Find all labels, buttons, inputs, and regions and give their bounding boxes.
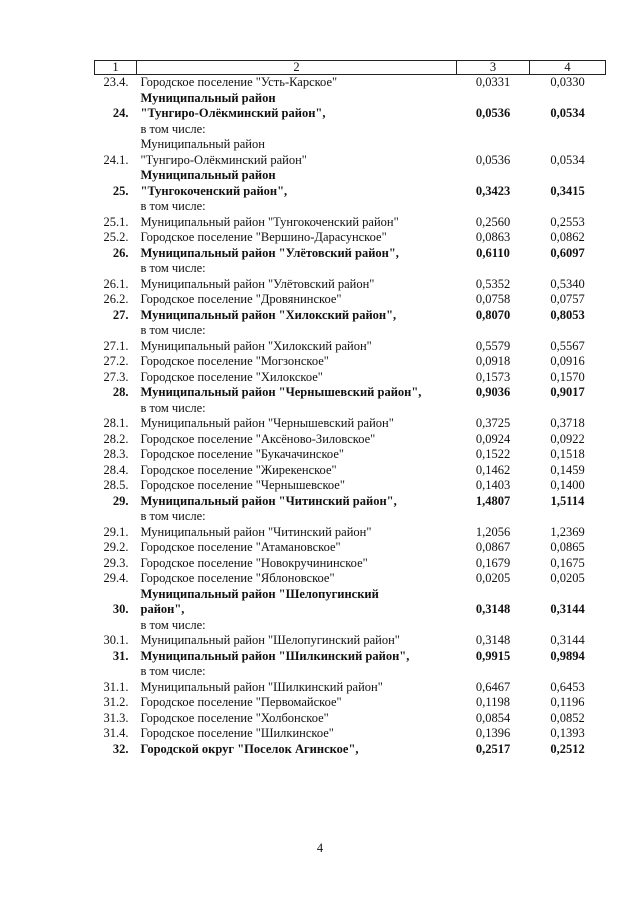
row-number: 24.1. [103,152,129,167]
row-value-col4: 0,0534 [550,152,585,167]
row-value-col4: 0,1675 [550,555,585,570]
row-name-text: Городское поселение "Могзонское" [140,354,329,368]
row-value-col4: 0,6453 [550,679,585,694]
row-name-text: Городское поселение "Атамановское" [140,540,341,554]
row-number: 24. [112,106,129,120]
row-value-col3: 0,0863 [475,230,511,244]
row-number: 28.1. [103,416,129,430]
row-name [137,168,457,215]
row-value-col3: 0,6110 [476,245,510,260]
row-value-col4: 0,2553 [550,214,585,229]
table-row [95,385,606,416]
row-name [137,695,457,711]
row-value-col4: 0,8053 [550,307,585,322]
row-value-col3: 0,0758 [475,292,511,306]
table-row [95,726,606,742]
row-value-col4: 0,1400 [550,478,585,492]
row-name-text: Муниципальный район "Тунгиро-Олёкминский район" [140,137,307,167]
row-name-text: Муниципальный район "Чернышевский район", [140,385,422,399]
row-name [137,726,457,742]
row-name-text: Городское поселение "Жирекенское" [140,462,337,477]
row-number: 31. [112,648,129,663]
row-number: 28.4. [103,462,129,477]
row-name-text: Муниципальный район "Читинский район" [140,524,372,539]
row-value-col4: 1,2369 [550,524,585,539]
row-number: 27.2. [103,354,129,368]
row-value-col4: 0,9894 [550,648,585,663]
row-name [137,540,457,556]
row-name-text: Муниципальный район "Тунгиро-Олёкминский район", [140,90,326,120]
row-value-col4: 0,5567 [550,338,585,353]
table-header [95,61,606,75]
row-name-text: Городское поселение "Усть-Карское" [140,75,338,89]
row-name [137,649,457,680]
row-number: 26.2. [103,292,129,306]
row-value-col3: 0,2517 [475,741,511,756]
row-name-text: Муниципальный район "Читинский район", [140,493,397,508]
row-number: 28.5. [103,478,129,492]
row-value-col4: 0,5340 [550,276,585,291]
row-name-text: Городское поселение "Чернышевское" [140,478,345,492]
table-row [95,277,606,293]
row-name-text: Муниципальный район "Шелопугинский район" [140,633,400,647]
row-number: 29. [112,493,129,508]
row-name [137,292,457,308]
row-name-text: Городское поселение "Новокручининское" [140,555,368,570]
row-name [137,587,457,634]
row-number: 25.2. [103,230,129,244]
row-value-col4: 0,2512 [550,741,585,756]
row-name [137,246,457,277]
row-name [137,711,457,727]
row-name [137,432,457,448]
row-number: 31.2. [103,695,129,709]
row-value-col4: 0,1459 [550,462,585,477]
table-row [95,215,606,231]
table-row [95,354,606,370]
row-number: 30.1. [103,633,129,647]
row-value-col3: 0,3148 [475,602,511,616]
row-number: 27.3. [103,369,129,384]
allocation-table [94,60,606,757]
row-value-col4: 0,3415 [550,183,585,198]
row-value-col3: 0,0205 [475,571,511,585]
row-number: 25. [112,183,129,198]
row-value-col4: 1,5114 [550,493,585,508]
row-value-col4: 0,1518 [550,447,585,461]
row-number: 28. [112,385,129,399]
row-value-col3: 0,9036 [475,385,511,399]
row-number: 27. [112,307,129,322]
row-name-text: Городское поселение "Дровянинское" [140,292,342,306]
header-col-4: 4 [530,61,606,75]
row-name-text: Городское поселение "Вершино-Дарасунское" [140,230,387,244]
row-name [137,354,457,370]
row-value-col4: 0,3718 [550,416,585,430]
row-value-col3: 0,0867 [475,540,511,554]
row-value-col4: 0,0534 [550,106,585,120]
row-name-text: Муниципальный район "Шилкинский район" [140,679,383,694]
row-name-text: Городской округ "Поселок Агинское", [140,741,359,756]
row-name-text: Муниципальный район "Хилокский район", [140,307,397,322]
row-value-col3: 0,5579 [475,338,511,353]
table-row [95,75,606,91]
row-value-col4: 0,0865 [550,540,585,554]
row-name [137,277,457,293]
row-name-text: Муниципальный район "Тунгокоченский район" [140,214,399,229]
row-name [137,339,457,355]
row-number: 31.1. [103,679,129,694]
row-value-col4: 0,6097 [550,245,585,260]
row-number: 30. [112,602,129,616]
table-row [95,695,606,711]
row-value-col3: 0,2560 [475,214,511,229]
row-value-col4: 0,0757 [550,292,585,306]
row-number: 28.3. [103,447,129,461]
row-name [137,385,457,416]
table-row [95,742,606,758]
row-number: 26. [112,245,129,260]
row-value-col3: 0,0854 [475,710,511,725]
table-row [95,633,606,649]
row-value-col3: 0,0536 [475,152,511,167]
row-value-col3: 0,1679 [475,555,511,570]
row-number: 27.1. [103,338,129,353]
row-value-col4: 0,3144 [550,602,585,616]
row-name-text: Муниципальный район "Шилкинский район", [140,648,410,663]
row-subtitle: в том числе: [140,323,206,337]
row-subtitle: в том числе: [140,617,206,632]
row-name [137,137,457,168]
row-name-text: Муниципальный район "Тунгокоченский район", [140,168,288,198]
row-name-text: Городское поселение "Хилокское" [140,369,323,384]
row-value-col3: 0,0918 [475,354,511,368]
row-subtitle: в том числе: [140,199,206,213]
table-row [95,680,606,696]
row-value-col4: 0,9017 [550,385,585,399]
row-name-text: Муниципальный район "Хилокский район" [140,338,372,353]
row-name [137,478,457,494]
row-name [137,447,457,463]
table-row [95,525,606,541]
row-subtitle: в том числе: [140,664,206,678]
header-col-2: 2 [137,61,457,75]
row-value-col3: 0,6467 [475,679,511,694]
table-row [95,91,606,138]
table-row [95,478,606,494]
row-value-col3: 0,8070 [475,307,511,322]
row-name [137,525,457,541]
table-row [95,168,606,215]
row-number: 25.1. [103,214,129,229]
row-number: 23.4. [103,75,129,89]
table-row [95,246,606,277]
row-subtitle: в том числе: [140,121,206,136]
row-value-col4: 0,3144 [550,633,585,647]
row-name-text: Муниципальный район "Улётовский район", [140,245,399,260]
row-subtitle: в том числе: [140,400,206,415]
row-value-col3: 0,5352 [475,276,511,291]
row-value-col4: 0,0916 [550,354,585,368]
row-value-col4: 0,0862 [550,230,585,244]
row-name-text: Муниципальный район "Улётовский район" [140,276,375,291]
row-name-text: Городское поселение "Холбонское" [140,710,329,725]
row-value-col3: 0,0924 [475,431,511,446]
row-name-text: Муниципальный район "Шелопугинский район", [140,586,379,616]
row-value-col3: 0,9915 [475,648,511,663]
row-value-col3: 1,4807 [475,493,511,508]
header-col-1: 1 [95,61,137,75]
row-number: 29.1. [103,524,129,539]
row-name [137,91,457,138]
table-row [95,587,606,634]
row-number: 31.4. [103,726,129,740]
header-col-3: 3 [457,61,530,75]
row-name [137,308,457,339]
row-value-col4: 0,1393 [550,726,585,740]
row-name [137,633,457,649]
row-subtitle: в том числе: [140,509,206,523]
row-name [137,463,457,479]
row-number: 26.1. [103,276,129,291]
table-row [95,571,606,587]
row-name [137,416,457,432]
row-number: 28.2. [103,431,129,446]
row-value-col3: 0,3148 [475,633,511,647]
table-row [95,494,606,525]
row-name [137,571,457,587]
row-name [137,742,457,758]
row-name-text: Городское поселение "Букачачинское" [140,447,344,461]
row-value-col3: 0,0331 [475,75,511,89]
row-name [137,556,457,572]
row-value-col4: 0,1196 [550,695,585,709]
row-name [137,75,457,91]
row-number: 29.2. [103,540,129,554]
row-value-col3: 1,2056 [475,524,511,539]
row-name-text: Городское поселение "Аксёново-Зиловское" [140,431,376,446]
row-name-text: Городское поселение "Шилкинское" [140,726,334,740]
row-name-text: Городское поселение "Яблоновское" [140,571,335,585]
row-value-col4: 0,1570 [550,369,585,384]
row-name-text: Муниципальный район "Чернышевский район" [140,416,394,430]
row-value-col3: 0,1403 [475,478,511,492]
table-row [95,137,606,168]
row-name-text: Городское поселение "Первомайское" [140,695,342,709]
row-value-col3: 0,1198 [476,695,510,709]
table-row [95,556,606,572]
page-number: 4 [316,841,324,855]
row-value-col3: 0,3725 [475,416,511,430]
table-row [95,447,606,463]
table-row [95,416,606,432]
table-row [95,711,606,727]
table-row [95,649,606,680]
row-value-col4: 0,0205 [550,571,585,585]
row-name [137,680,457,696]
row-number: 29.4. [103,571,129,585]
table-row [95,230,606,246]
row-number: 31.3. [103,710,129,725]
table-row [95,540,606,556]
row-value-col3: 0,1462 [475,462,511,477]
table-row [95,432,606,448]
row-number: 32. [112,741,129,756]
table-row [95,308,606,339]
row-name [137,494,457,525]
row-number: 29.3. [103,555,129,570]
row-value-col3: 0,1396 [475,726,511,740]
row-subtitle: в том числе: [140,261,206,275]
row-value-col3: 0,3423 [475,183,511,198]
row-value-col3: 0,1522 [475,447,511,461]
table-row [95,292,606,308]
row-name [137,230,457,246]
table-row [95,339,606,355]
row-value-col4: 0,0922 [550,431,585,446]
row-value-col4: 0,0852 [550,710,585,725]
row-value-col3: 0,0536 [475,106,511,120]
row-value-col3: 0,1573 [475,369,511,384]
table-body [95,75,606,758]
row-name [137,215,457,231]
row-name [137,370,457,386]
table-row [95,463,606,479]
row-value-col4: 0,0330 [550,75,585,89]
table-row [95,370,606,386]
